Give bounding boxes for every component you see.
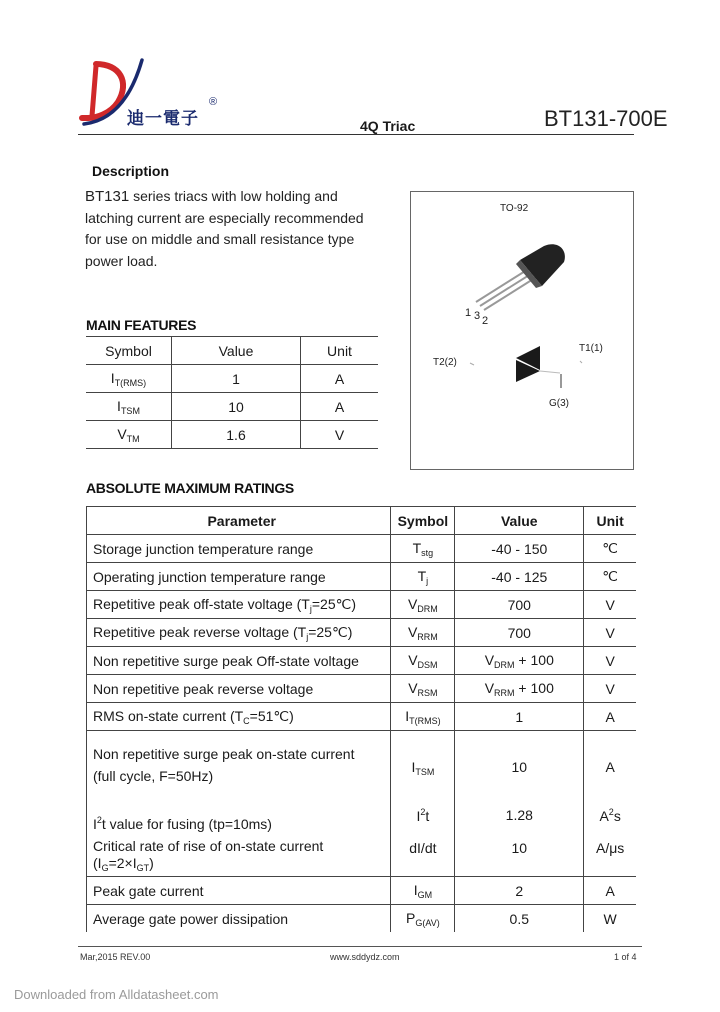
ratings-table <box>86 506 636 932</box>
description-line-1: series triacs with low holding and <box>129 188 338 204</box>
value-cell: $V_{RRM} + 100$ <box>455 675 584 703</box>
pin-3-label: 3 <box>474 310 481 322</box>
table-header-row <box>86 337 378 365</box>
value-cell: 1 <box>455 703 584 731</box>
unit-cell: A <box>301 365 379 393</box>
parameter-cell: Repetitive peak off-state voltage $(T_j=25℃)$ <box>87 591 391 619</box>
header-divider <box>78 134 634 135</box>
table-row <box>87 647 637 675</box>
parameter-line: $(I_G=2\times I_{GT})$ <box>93 855 154 873</box>
to92-package-icon <box>460 240 570 320</box>
table-header-row <box>87 507 637 535</box>
unit-cell: A <box>584 703 636 731</box>
description-lead: BT131 <box>85 188 130 205</box>
unit-cell: V <box>584 619 636 647</box>
symbol-cell: $V_{RSM}$ <box>391 675 455 703</box>
parameter-cell: Non repetitive surge peak Off-state voltage <box>87 647 391 675</box>
description-line-2: latching current are especially recommended <box>85 209 364 226</box>
unit-cell: W <box>584 905 636 933</box>
parameter-line: Non repetitive surge peak on-state current <box>93 746 355 762</box>
logo-text: 迪一電子 <box>127 109 199 129</box>
symbol-cell: $V_{DSM}$ <box>391 647 455 675</box>
table-row <box>87 877 637 905</box>
value-cell: $V_{DRM} + 100$ <box>455 647 584 675</box>
unit-cell: A <box>584 877 636 905</box>
description-text <box>85 186 385 272</box>
unit-cell: A <box>301 393 379 421</box>
table-row <box>87 619 637 647</box>
t2-terminal-label: T2(2) <box>433 357 457 368</box>
symbol-cell: $V_{RRM}$ <box>391 619 455 647</box>
header-symbol: Symbol <box>86 337 172 365</box>
parameter-cell <box>87 731 391 877</box>
parameter-line: Critical rate of rise of on-state current <box>93 838 324 854</box>
description-line-4: power load. <box>85 252 158 269</box>
header-value: Value <box>172 337 301 365</box>
table-row <box>87 731 637 877</box>
symbol-cell: $I_{TSM}$ <box>86 393 172 421</box>
value-cell: -40 - 125 <box>455 563 584 591</box>
unit-cell: V <box>301 421 379 449</box>
value-cell: 10 1.28 10 <box>455 731 584 877</box>
parameter-cell: Average gate power dissipation <box>87 905 391 933</box>
t1-terminal-label: T1(1) <box>579 343 603 354</box>
value-cell: 2 <box>455 877 584 905</box>
footer-website: www.sddydz.com <box>330 952 400 962</box>
parameter-cell: Repetitive peak reverse voltage $(T_j=25℃)$ <box>87 619 391 647</box>
value-cell: 700 <box>455 619 584 647</box>
table-row <box>86 421 378 449</box>
symbol-cell: $V_{TM}$ <box>86 421 172 449</box>
symbol-cell: $T_j$ <box>391 563 455 591</box>
footer-revision: Mar,2015 REV.00 <box>80 952 151 962</box>
table-row <box>87 535 637 563</box>
value-cell: 10 <box>172 393 301 421</box>
unit-cell: V <box>584 675 636 703</box>
parameter-cell: RMS on-state current $(T_C=51℃)$ <box>87 703 391 731</box>
parameter-cell: Storage junction temperature range <box>87 535 391 563</box>
table-row <box>87 675 637 703</box>
symbol-cell: $T_{stg}$ <box>391 535 455 563</box>
table-row <box>87 563 637 591</box>
symbol-cell: $I_{TSM}$ $I^2t$ dI/dt <box>391 731 455 877</box>
header-unit: Unit <box>301 337 379 365</box>
unit-cell: V <box>584 591 636 619</box>
parameter-cell: Non repetitive peak reverse voltage <box>87 675 391 703</box>
pin-1-label: 1 <box>465 307 472 319</box>
unit-cell: ℃ <box>584 563 636 591</box>
parameter-line: $I^2t$ value for fusing (tp=10ms) <box>93 815 272 832</box>
footer-divider <box>78 946 642 947</box>
parameter-line: (full cycle, F=50Hz) <box>93 768 214 784</box>
footer-page-number: 1 of 4 <box>614 952 637 962</box>
pin-2-label: 2 <box>482 315 489 327</box>
main-features-table <box>86 336 378 449</box>
gate-terminal-label: G(3) <box>549 398 569 409</box>
value-cell: -40 - 150 <box>455 535 584 563</box>
registered-mark: ® <box>209 96 218 108</box>
symbol-cell: $I_{GM}$ <box>391 877 455 905</box>
document-subtitle: 4Q Triac <box>360 118 416 134</box>
main-features-heading: MAIN FEATURES <box>86 317 197 333</box>
unit-cell: A $A^2s$ A/μs <box>584 731 636 877</box>
value-cell: 1 <box>172 365 301 393</box>
download-watermark: Downloaded from Alldatasheet.com <box>14 987 219 1002</box>
value-cell: 1.6 <box>172 421 301 449</box>
header-value: Value <box>455 507 584 535</box>
symbol-cell: $I_{T(RMS)}$ <box>391 703 455 731</box>
table-row <box>87 703 637 731</box>
symbol-cell: $I_{T(RMS)}$ <box>86 365 172 393</box>
header-symbol: Symbol <box>391 507 455 535</box>
value-cell: 0.5 <box>455 905 584 933</box>
description-heading: Description <box>92 163 170 179</box>
header-unit: Unit <box>584 507 636 535</box>
parameter-cell: Peak gate current <box>87 877 391 905</box>
table-row <box>87 591 637 619</box>
package-diagram-box <box>410 191 634 470</box>
symbol-cell: $P_{G(AV)}$ <box>391 905 455 933</box>
parameter-cell: Operating junction temperature range <box>87 563 391 591</box>
table-row <box>86 365 378 393</box>
ratings-heading: ABSOLUTE MAXIMUM RATINGS <box>86 480 294 496</box>
description-line-3: for use on middle and small resistance type <box>85 231 355 247</box>
table-row <box>86 393 378 421</box>
table-row <box>87 905 637 933</box>
header-parameter: Parameter <box>87 507 391 535</box>
part-number-title: BT131-700E <box>544 106 668 131</box>
unit-cell: V <box>584 647 636 675</box>
unit-cell: ℃ <box>584 535 636 563</box>
value-cell: 700 <box>455 591 584 619</box>
package-name: TO-92 <box>500 203 529 214</box>
symbol-cell: $V_{DRM}$ <box>391 591 455 619</box>
